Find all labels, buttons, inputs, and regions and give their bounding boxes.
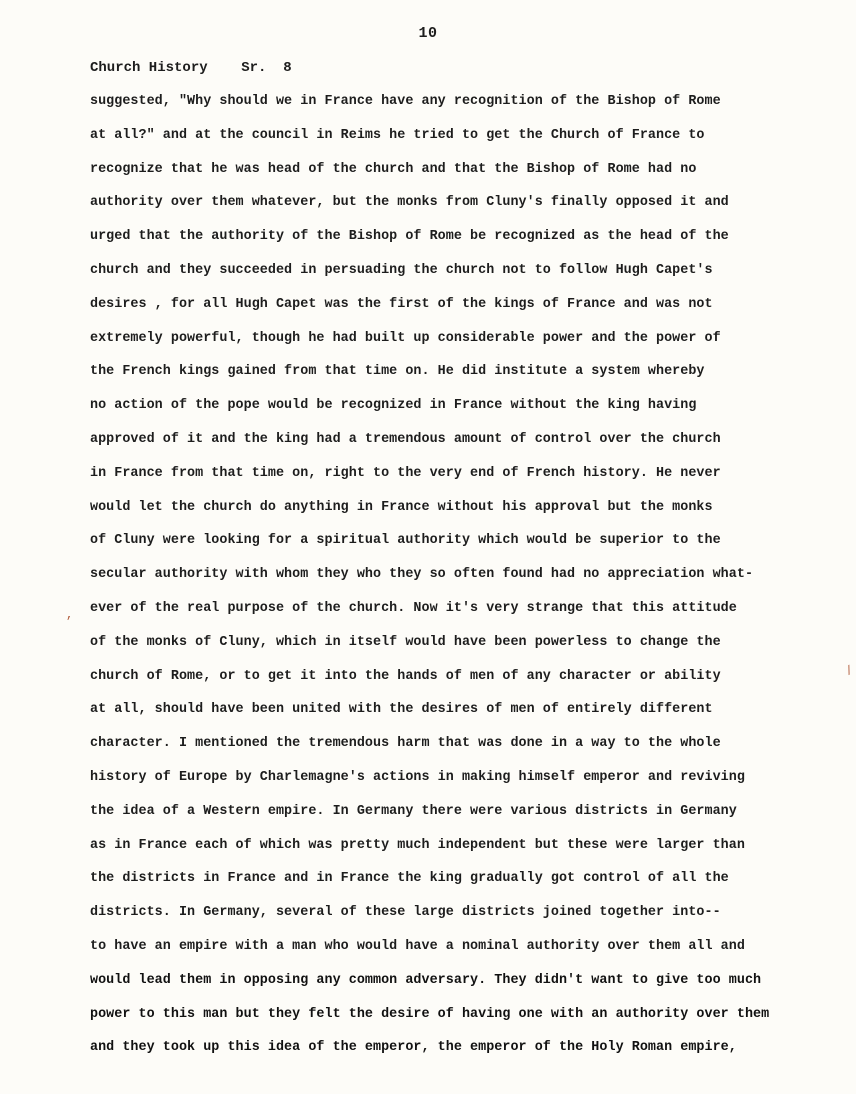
text-line: ever of the real purpose of the church. Now it's very strange that this attitude bbox=[90, 600, 737, 616]
text-line: character. I mentioned the tremendous harm that was done in a way to the whole bbox=[90, 736, 721, 752]
page-number: 10 bbox=[418, 25, 438, 42]
text-line: the French kings gained from that time on. He did institute a system whereby bbox=[90, 364, 705, 380]
lecture-number: 8 bbox=[283, 60, 292, 76]
text-line: authority over them whatever, but the monks from Cluny's finally opposed it and bbox=[90, 195, 729, 211]
text-line: in France from that time on, right to the very end of French history. He never bbox=[90, 465, 721, 481]
text-line: history of Europe by Charlemagne's actions in making himself emperor and reviving bbox=[90, 769, 745, 785]
text-line: recognize that he was head of the church and that the Bishop of Rome had no bbox=[90, 161, 697, 177]
text-line: desires , for all Hugh Capet was the first of the kings of France and was not bbox=[90, 296, 713, 312]
body-text bbox=[90, 92, 800, 1072]
text-line: extremely powerful, though he had built up considerable power and the power of bbox=[90, 330, 721, 346]
course-title: Church History bbox=[90, 60, 208, 76]
text-line: would let the church do anything in France without his approval but the monks bbox=[90, 499, 713, 515]
text-line: at all?" and at the council in Reims he tried to get the Church of France to bbox=[90, 127, 705, 143]
stray-mark: , bbox=[66, 608, 74, 622]
text-line: at all, should have been united with the desires of men of entirely different bbox=[90, 702, 713, 718]
text-line: no action of the pope would be recognized in France without the king having bbox=[90, 398, 697, 414]
text-line: the idea of a Western empire. In Germany there were various districts in Germany bbox=[90, 803, 737, 819]
text-line: of the monks of Cluny, which in itself would have been powerless to change the bbox=[90, 634, 721, 650]
text-line: the districts in France and in France the king gradually got control of all the bbox=[90, 871, 729, 887]
text-line: church and they succeeded in persuading the church not to follow Hugh Capet's bbox=[90, 262, 713, 278]
text-line: to have an empire with a man who would have a nominal authority over them all and bbox=[90, 938, 745, 954]
text-line: of Cluny were looking for a spiritual authority which would be superior to the bbox=[90, 533, 721, 549]
text-line: approved of it and the king had a tremendous amount of control over the church bbox=[90, 431, 721, 447]
text-line: church of Rome, or to get it into the hands of men of any character or ability bbox=[90, 668, 721, 684]
text-line: urged that the authority of the Bishop of Rome be recognized as the head of the bbox=[90, 229, 729, 245]
text-line: suggested, "Why should we in France have any recognition of the Bishop of Rome bbox=[90, 94, 721, 109]
text-line: districts. In Germany, several of these large districts joined together into-- bbox=[90, 905, 721, 921]
text-line: power to this man but they felt the desire of having one with an authority over them bbox=[90, 1006, 770, 1022]
stray-mark: / bbox=[842, 663, 856, 679]
section-label: Sr. bbox=[241, 60, 267, 76]
document-header bbox=[90, 60, 292, 76]
text-line: and they took up this idea of the emperor, the emperor of the Holy Roman empire, bbox=[90, 1040, 737, 1056]
text-line: would lead them in opposing any common adversary. They didn't want to give too much bbox=[90, 972, 762, 988]
text-line: secular authority with whom they who they so often found had no appreciation what- bbox=[90, 567, 754, 583]
text-line: as in France each of which was pretty much independent but these were larger than bbox=[90, 837, 745, 853]
